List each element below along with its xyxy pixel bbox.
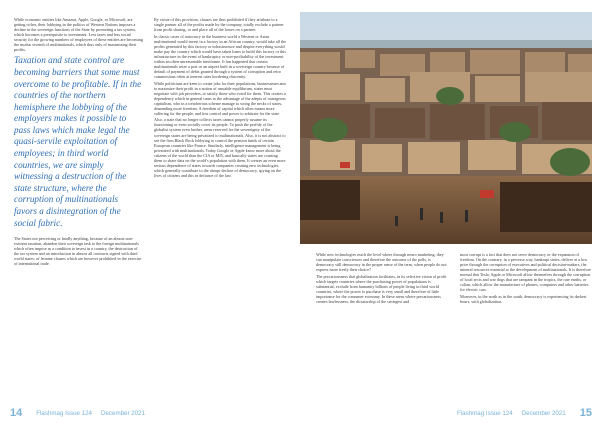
page-number-right: 15 (579, 407, 592, 419)
body-paragraph: The precariousness that globalization facilitates, in its selective vision of profit which targets countries where the purchasing power of populations is substantial, exclude from humanity billions of people living in third world countries, where the power to purchase is very small and therefore of little importance for the consumer economy. In these areas where precariousness creates lawlessness, the dictatorship of the strongest and (316, 273, 447, 304)
photo-illustration (300, 12, 592, 244)
body-paragraph: most corrupt is a fact that does not serve democracy or the expansion of freedom. On the contrary, in a perverse way, bankrupt states, deliver at a low price through the corruption of executives and political decision-makers, the mineral resources essential to the development of multinationals. It is therefore normal that Tesla, Apple or Microsoft allow themselves through the corruption of local sects and war dogs that are rampant in the tropics, the rare earths, or coltan, which allow the manufacture of phones, computers and other batteries for electric cars. (460, 252, 591, 293)
body-paragraph: While economic entities like Amazon, Apple, Google, or Microsoft, are getting richer, their lobbying in the politics of Western Nations imposes a decline in the sovereign functions of the State by promoting a tax system, which becomes a prerequisite to investment. Less taxes and less social security for the growing numbers of employees of these entities are becoming the modus vivendi of multinationals, which thus only of maximizing their profits. (14, 17, 143, 53)
text-column-2 (154, 17, 287, 179)
body-paragraph: By virtue of this provision, clauses are thus prohibited if they attribute to a single partner all of the profits made by the company, totally exclude a partner from profit sharing, or and place all of the losses on a partner. (154, 17, 284, 33)
footer-left (10, 407, 145, 419)
footer-issue: Issue 124 (485, 409, 513, 417)
body-paragraph: In classic cases of autocracy in the business world a Western or Asian multinational would invest in a factory in an African country, would take all the profits generated by this factory or infrastructure and despite everything would make pay the country which would have taken loans to build this factory or this infrastructure in the event of bankruptcy or non-profitability of the investment within an often unreasonable timeframe. It has happened that certain multinationals seize a port or an airport built in a sovereign country because of default of payment of debts granted through a system of corruption and retro commissions often at interest rates bordering obscenity. (154, 33, 287, 80)
footer-right (457, 407, 592, 419)
slum-cityscape-photo (300, 12, 592, 244)
body-paragraph: Also, a state that no longer collects taxes cannot properly assume its functioning or even socially cover its people. To push the perfidy of the globalist system even further, areas reserved for the sovereignty of the sovereign states are being privatized to multinationals. Also, it is not abstract to see the firm Black Rock lobbying to control the pension funds of certain European countries like France. Similarly, intelligence management is being privatized with multinationals. Today Google or Apple know more about the citizens of the world than the CIA or MI5, and basically states are courting them to share data on the world's population with them. It creates an even more serious dependence of states towards companies creating new technologies, which generally contribute to the abrupt decline of democracy, spying on the lives of citizens and this in defiance of the law. (154, 117, 286, 178)
footer-issue: Issue 124 (65, 409, 92, 417)
footer-magazine: Flashmag (36, 409, 64, 417)
pull-quote: Taxation and state control are becoming barriers that some must overcome to be profitable. If in the countries of the northern hemisphere the lobbying of the employers makes it possible to pass laws which make legal the quasi-servile exploitation of employees; in third world countries, we are simply witnessing a destruction of the state structure, where the corruption of multinationals favors a disintegration of the social fabric. (14, 55, 142, 228)
text-column-3 (316, 252, 449, 305)
footer-date: December 2021 (521, 409, 566, 417)
footer-magazine: Flashmag (456, 409, 485, 417)
footer-date: December 2021 (101, 409, 146, 417)
body-paragraph: Moreover, in the north as in the south, democracy is experiencing its darkest hours, with globalization. (460, 293, 587, 304)
body-paragraph: While new technologies reach the level where through neuro marketing, they can manipulate consciences and therefore the outcome of the polls, is democracy still democracy in the proper sense of the term, when people do not express more freely their choice? (316, 252, 447, 273)
body-paragraph: While politicians are keen to create jobs for their populations, businessmen aim to maximize their profit in a notion of unstable equilibrium, states must negotiate with job providers, to satisfy those who voted for them. This creates a dependency which in general turns to the advantage of the adepts of outrageous capitalism, who in a treacherous scheme manage to wring the necks of states, demanding more freedom. A freedom of capital which often means more suffering for the people, and less control and power to arbitrate for the state. (154, 80, 286, 116)
page-number-left: 14 (10, 407, 23, 419)
text-column-4 (460, 252, 591, 305)
text-column-1 (14, 17, 143, 268)
body-paragraph: The States not perceiving or hardly anything, because of an almost non-existent taxation, abandon their sovereign task to the foreign multinationals which often impose as a condition to invest in a country, the destruction of the tax system and an introduction in almost all contracts signed with third world states: of leonine clauses which are however prohibited in the exercise of international trade. (14, 236, 142, 267)
